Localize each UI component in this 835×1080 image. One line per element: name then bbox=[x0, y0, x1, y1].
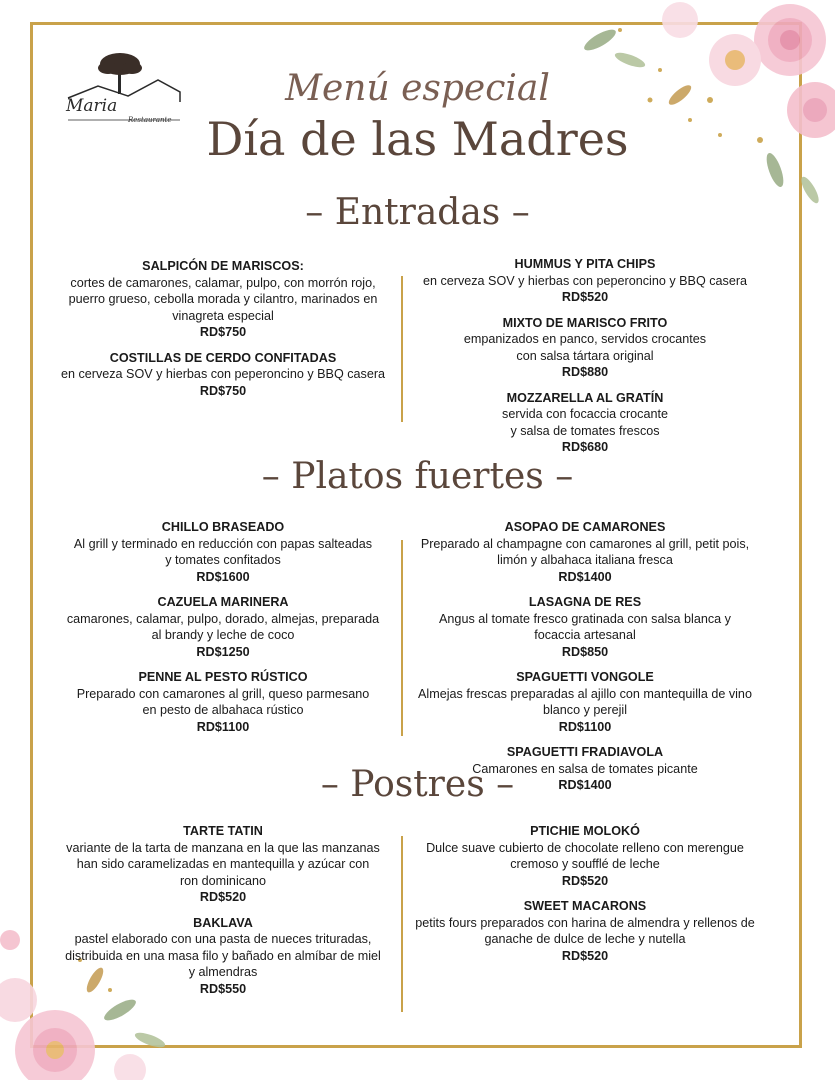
menu-item-description: cortes de camarones, calamar, pulpo, con morrón rojo, bbox=[70, 275, 376, 290]
page-title: Día de las Madres bbox=[206, 112, 629, 166]
menu-item-price: RD$1100 bbox=[196, 719, 250, 734]
postres-right-column bbox=[412, 823, 758, 973]
menu-item bbox=[412, 669, 758, 735]
floral-decoration-top-right-icon bbox=[560, 0, 835, 220]
divider-entradas bbox=[401, 276, 403, 422]
menu-item-description: servida con focaccia crocante bbox=[502, 407, 668, 421]
menu-item-description: en cerveza SOV y hierbas con peperoncino y BBQ casera bbox=[60, 367, 386, 381]
menu-item-price: RD$550 bbox=[199, 981, 247, 996]
menu-item-name: LASAGNA DE RES bbox=[528, 595, 642, 609]
menu-item bbox=[50, 258, 396, 341]
menu-item-price: RD$1600 bbox=[196, 569, 250, 584]
menu-item-name: MIXTO DE MARISCO FRITO bbox=[502, 315, 668, 330]
menu-item bbox=[50, 915, 396, 998]
menu-item-price: RD$750 bbox=[199, 325, 247, 339]
menu-item-description: Dulce suave cubierto de chocolate relleno con merengue bbox=[426, 840, 744, 855]
platos-left-column bbox=[50, 519, 396, 744]
menu-item-description: con salsa tártara original bbox=[516, 348, 654, 363]
menu-item-description: vinagreta especial bbox=[172, 308, 274, 323]
menu-item bbox=[50, 594, 396, 660]
menu-item-name: COSTILLAS DE CERDO CONFITADAS bbox=[109, 350, 337, 365]
divider-platos bbox=[401, 540, 403, 736]
script-title: Menú especial bbox=[285, 68, 550, 109]
divider-postres bbox=[401, 836, 403, 1012]
menu-item bbox=[50, 669, 396, 735]
menu-item bbox=[412, 823, 758, 889]
menu-item bbox=[412, 390, 758, 456]
postres-left-column bbox=[50, 823, 396, 1006]
menu-item bbox=[50, 350, 396, 400]
menu-item-price: RD$520 bbox=[561, 290, 609, 304]
menu-item bbox=[412, 519, 758, 585]
menu-item bbox=[50, 823, 396, 906]
menu-item-description: focaccia artesanal bbox=[534, 628, 636, 642]
menu-item-name: SPAGUETTI VONGOLE bbox=[516, 670, 654, 684]
menu-item-name: SALPICÓN DE MARISCOS: bbox=[142, 259, 304, 273]
entradas-left-column bbox=[50, 258, 396, 408]
menu-item-price: RD$1400 bbox=[558, 569, 612, 584]
menu-item-description: distribuida en una masa filo y bañado en almíbar de miel bbox=[65, 948, 381, 963]
menu-item-price: RD$520 bbox=[561, 948, 609, 963]
menu-item-price: RD$1100 bbox=[558, 719, 612, 734]
menu-item bbox=[412, 256, 758, 306]
menu-item-price: RD$520 bbox=[199, 890, 247, 904]
menu-item bbox=[50, 519, 396, 585]
menu-item-description: Camarones en salsa de tomates picante bbox=[472, 761, 698, 776]
menu-item-name: PENNE AL PESTO RÚSTICO bbox=[138, 670, 308, 684]
section-title-entradas: – Entradas – bbox=[305, 192, 530, 233]
menu-item-description: y tomates confitados bbox=[165, 553, 281, 567]
menu-item-description: Almejas frescas preparadas al ajillo con mantequilla de vino bbox=[418, 686, 752, 701]
menu-item-description: Al grill y terminado en reducción con papas salteadas bbox=[73, 536, 373, 551]
menu-item-price: RD$520 bbox=[561, 873, 609, 888]
menu-item-description: en pesto de albahaca rústico bbox=[142, 703, 304, 717]
menu-item-price: RD$850 bbox=[561, 644, 609, 659]
menu-item-price: RD$880 bbox=[561, 365, 609, 379]
menu-item-name: ASOPAO DE CAMARONES bbox=[504, 520, 666, 534]
menu-item-price: RD$1400 bbox=[558, 778, 612, 792]
menu-item bbox=[412, 898, 758, 964]
platos-right-column bbox=[412, 519, 758, 803]
menu-item-name: TARTE TATIN bbox=[183, 824, 263, 838]
menu-item-description: ganache de dulce de leche y nutella bbox=[484, 932, 686, 946]
menu-item-name: CAZUELA MARINERA bbox=[157, 595, 289, 609]
logo-name: Maria bbox=[66, 96, 118, 116]
menu-item-price: RD$1250 bbox=[196, 644, 250, 659]
menu-item-name: PTICHIE MOLOKÓ bbox=[530, 824, 640, 838]
menu-item-price: RD$680 bbox=[561, 440, 609, 454]
menu-item-description: blanco y perejil bbox=[542, 703, 627, 717]
menu-item-name: MOZZARELLA AL GRATÍN bbox=[506, 390, 664, 405]
menu-item-description: puerro grueso, cebolla morada y cilantro, marinados en bbox=[68, 292, 378, 306]
menu-item-description: camarones, calamar, pulpo, dorado, almejas, preparada bbox=[66, 611, 380, 626]
logo-subtitle: Restaurante bbox=[128, 116, 172, 124]
menu-item-description: y almendras bbox=[188, 965, 258, 979]
menu-item-description: petits fours preparados con harina de almendra y rellenos de bbox=[415, 915, 755, 930]
section-title-postres: – Postres – bbox=[320, 764, 515, 805]
menu-item-name: BAKLAVA bbox=[193, 915, 253, 930]
menu-item-description: en cerveza SOV y hierbas con peperoncino y BBQ casera bbox=[422, 273, 748, 288]
menu-item-name: SWEET MACARONS bbox=[523, 899, 647, 913]
menu-item-name: CHILLO BRASEADO bbox=[161, 520, 285, 534]
menu-item-description: ron dominicano bbox=[179, 873, 267, 888]
menu-item-description: cremoso y soufflé de leche bbox=[510, 857, 660, 871]
menu-item-description: Angus al tomate fresco gratinada con salsa blanca y bbox=[439, 611, 731, 626]
menu-item-description: al brandy y leche de coco bbox=[151, 628, 295, 642]
menu-item bbox=[412, 594, 758, 660]
menu-item-name: SPAGUETTI FRADIAVOLA bbox=[506, 745, 664, 759]
menu-item-description: han sido caramelizadas en mantequilla y azúcar con bbox=[76, 857, 370, 871]
menu-item-description: empanizados en panco, servidos crocantes bbox=[463, 332, 707, 346]
menu-item-description: Preparado al champagne con camarones al grill, petit pois, bbox=[420, 536, 750, 551]
menu-item-name: HUMMUS Y PITA CHIPS bbox=[514, 257, 656, 271]
section-title-platos-fuertes: – Platos fuertes – bbox=[261, 456, 574, 497]
menu-item-description: pastel elaborado con una pasta de nueces trituradas, bbox=[74, 932, 372, 946]
entradas-right-column bbox=[412, 256, 758, 465]
menu-item-description: variante de la tarta de manzana en la que las manzanas bbox=[66, 840, 380, 855]
menu-item-price: RD$750 bbox=[199, 383, 247, 398]
menu-item-description: Preparado con camarones al grill, queso parmesano bbox=[76, 686, 370, 701]
menu-item-description: y salsa de tomates frescos bbox=[510, 423, 660, 438]
menu-item bbox=[412, 315, 758, 381]
menu-item-description: limón y albahaca italiana fresca bbox=[497, 553, 673, 567]
